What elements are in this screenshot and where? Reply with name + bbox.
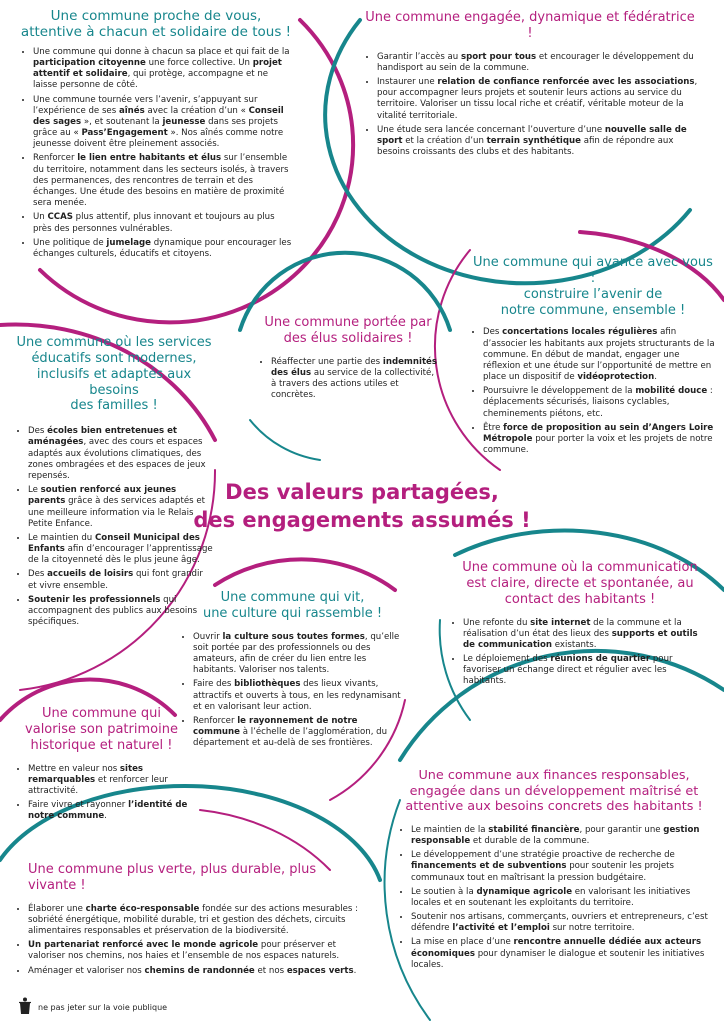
title-line: attentive à chacun et solidaire de tous ! [20,24,292,41]
list-item [411,912,710,934]
list-item [33,212,292,234]
text: Le maintien de la [411,824,489,835]
bold-text: supports et outils de communication [463,628,698,650]
section-finances-list [398,825,710,971]
title-line: Une commune où les services [16,335,212,350]
text: afin de répondre aux besoins croissants des clubs et des habitants. [377,135,674,158]
bold-text: vidéoprotection [577,372,655,383]
list-item [28,904,364,938]
text: Poursuivre le développement de la [483,386,636,397]
bold-text: sites remarquables [28,763,144,785]
text: des lieux vivants, attractifs et ouverts à tous, en les redynamisant et en valorisant leur action. [193,679,401,712]
bold-text: charte éco-responsable [85,903,200,914]
section-communication-title [450,560,710,608]
title-line: Une commune proche de vous, [50,8,262,24]
text: Des [483,327,503,338]
bold-text: l’activité et l’emploi [452,923,550,934]
section-communication [450,560,710,691]
text: Des [28,569,48,580]
text: Ouvrir [193,631,223,642]
title-line: Une commune qui vit, [220,590,365,605]
section-patrimoine-title [14,706,189,754]
title-line: des familles ! [70,398,158,414]
bold-text: nouvelle salle de sport [377,124,687,146]
text: Un [33,212,48,223]
section-communication-list [450,618,710,688]
title-line: vivante ! [28,877,86,893]
text: Faire vivre et rayonner [28,800,129,811]
title-line: une culture qui rassemble ! [202,605,383,621]
list-item [193,679,405,713]
bold-text: Conseil Municipal des Enfants [28,532,200,555]
section-culture [180,590,405,752]
section-elus-title [258,315,438,347]
list-item [28,569,214,591]
bold-text: financements et de subventions [411,861,567,872]
list-item [28,426,214,482]
text: Élaborer une [28,903,86,914]
text: », et soutenant la [81,116,163,127]
list-item [28,764,189,798]
arc-verte-2 [200,810,330,870]
list-item [271,357,438,402]
text: pour préserver et valoriser nos chemins, nos haies et l’ensemble de nos espaces naturels. [28,940,340,962]
footer-text: ne pas jeter sur la voie publique [38,1002,168,1012]
bold-text: chemins de randonnée [144,965,255,976]
text: pour favoriser un échange direct et régulier avec les habitants. [463,654,673,687]
list-item [411,825,710,847]
title-line: des élus solidaires ! [283,330,413,346]
title-line: inclusifs et adaptés aux besoins [36,366,192,398]
text: Des [28,426,48,437]
bold-text: jumelage [106,237,151,248]
main-title [0,478,724,535]
section-proche-list [20,47,292,260]
text: et renforcer leur attractivité. [28,774,168,796]
title-line: construire l’avenir de [523,286,663,302]
text: Le déploiement des [463,654,551,665]
text: et encourager le développement du handisport au sein de la commune. [377,51,694,73]
title-line: engagée dans un développement maîtrisé et [409,783,699,799]
text: grâce à des services adaptés et une meilleure information via le Relais Petite Enfance. [28,496,205,529]
text: afin d’encourager l’apprentissage de la citoyenneté dès le plus jeune âge. [28,544,213,566]
bold-text: projet attentif et solidaire [33,58,282,80]
bold-text: CCAS [47,212,73,223]
bold-text: aînés [118,105,145,116]
text: qui accompagnent des publics aux besoins spécifiques. [28,594,198,628]
text: . [654,372,657,383]
section-patrimoine [14,706,189,825]
arc-elus-2 [250,420,320,460]
text: au service de la collectivité, à travers des actions utiles et concrètes. [271,367,435,401]
text: pour dynamiser le dialogue et soutenir les initiatives locales. [411,948,705,970]
title-line: Une commune aux finances responsables, [418,768,690,783]
text: une force collective. Un [145,58,253,69]
title-line: Une commune qui [41,706,162,721]
title-line: attentive aux besoins concrets des habitants ! [405,799,703,815]
title-line: Une commune où la communication [462,560,698,575]
bold-text: bibliothèques [234,679,301,690]
text: , qu’elle soit portée par des professionnels ou des amateurs, afin de créer du lien entre les habitants. Valoriser nos talents. [193,631,400,676]
bold-text: soutien renforcé aux jeunes parents [28,485,177,507]
bold-text: écoles bien entretenues et aménagées [28,426,178,448]
text: Le soutien à la [411,886,477,897]
text: de la commune et la réalisation d’un état des lieux des [463,617,682,639]
text: Mettre en valeur nos [28,763,120,774]
text: Renforcer [193,715,238,726]
list-item [33,153,292,209]
bold-text: le rayonnement de notre commune [193,715,358,738]
list-item [33,238,292,260]
bold-text: dynamique agricole [476,886,573,897]
bold-text: gestion responsable [411,824,700,846]
text: La mise en place d’une [411,937,514,948]
text: Instaurer une [377,77,438,88]
title-line: valorise son patrimoine [25,721,178,737]
bold-text: espaces verts [286,965,354,976]
text: et nos [254,965,287,976]
text: à l’échelle de l’agglomération, du département et au-delà de ses frontières. [193,727,388,749]
section-engagee-title [362,10,698,42]
bold-text: terrain synthétique [486,135,581,146]
bold-text: rencontre annuelle dédiée aux acteurs économiques [411,937,702,959]
section-finances-title [398,768,710,815]
list-item [377,77,698,122]
text: Faire des [193,679,235,690]
section-verte [14,862,364,980]
text: Garantir l’accès au [377,51,461,62]
section-finances [398,768,710,974]
bold-text: sport pour tous [460,51,537,62]
text: . [353,965,357,976]
section-avance-list [470,327,716,456]
footer [18,997,167,1017]
text: en valorisant les initiatives locales et en soutenant les exploitants du territoire. [411,886,691,908]
bold-text: accueils de loisirs [47,569,134,580]
bold-text: réunions de quartier [550,654,651,665]
text: sur notre territoire. [549,923,635,934]
list-item [28,533,214,567]
list-item [411,887,710,909]
bold-text: site internet [530,617,591,628]
title-line: historique et naturel ! [30,737,173,753]
title-line: notre commune, ensemble ! [500,302,686,318]
section-avance-title [470,255,716,318]
list-item [28,940,364,962]
bold-text: mobilité douce [635,386,708,397]
arc-culture [215,559,395,590]
text: Réaffecter une partie des [271,356,383,367]
text: pour porter la voix et les projets de notre commune. [483,433,713,456]
list-item [28,800,189,822]
text: , qui protège, accompagne et ne laisse personne de côté. [33,69,269,91]
text: . [104,811,107,822]
bold-text: force de proposition au sein d’Angers Loire Métropole [483,422,714,444]
list-item [411,937,710,971]
text: et durable de la commune. [470,836,590,846]
text: et la création d’un [402,135,487,146]
section-verte-title [14,862,364,894]
bold-text: participation citoyenne [33,58,146,69]
text: Le maintien du [28,532,95,543]
section-avance [470,255,716,459]
list-item [377,125,698,159]
text: avec la création d’un « [144,105,249,116]
text: Le développement d’une stratégie proactive de recherche de [411,850,675,861]
text: Une refonte du [463,617,531,628]
text: plus attentif, plus innovant et toujours au plus près des personnes vulnérables. [33,212,275,234]
bold-text: jeunesse [162,116,206,127]
text: fondée sur des actions mesurables : sobriété énergétique, mobilité durable, tri et gestion des déchets, circuits alimentaires responsables et préservation de la biodiversité. [28,903,359,937]
bold-text: Un partenariat renforcé avec le monde agricole [28,940,259,951]
text: Le [28,485,41,496]
list-item [411,850,710,884]
text: : déplacements sécurisés, liaisons cyclables, cheminements piétons, etc. [483,386,713,419]
text: dynamique pour encourager les échanges culturels, éducatifs et citoyens. [33,237,292,259]
bold-text: concertations locales régulières [502,327,658,338]
section-elus [258,315,438,404]
text: Être [483,422,504,433]
list-item [193,716,405,750]
section-elus-list [258,357,438,402]
section-culture-list [180,632,405,750]
list-item [377,52,698,74]
text: Renforcer [33,153,78,164]
bold-text: indemnités des élus [271,356,438,378]
text: Une commune qui donne à chacun sa place et qui fait de la [33,46,290,57]
title-line: contact des habitants ! [504,591,656,607]
list-item [483,327,716,383]
text: Une étude sera lancée concernant l’ouverture d’une [377,124,605,135]
title-line: Une commune plus verte, plus durable, plus [28,862,317,877]
text: qui font grandir et vivre ensemble. [28,569,203,591]
main-title-line2: des engagements assumés ! [193,508,531,533]
section-verte-list [14,904,364,977]
bold-text: l’identité de notre commune [28,800,188,822]
text: Aménager et valoriser nos [28,965,145,976]
title-line: Une commune engagée, dynamique et fédératrice ! [365,10,695,41]
bold-text: Pass’Engagement [81,128,168,139]
text: , pour accompagner leurs projets et soutenir leurs actions au service du territoire. Valoriser un tissu local riche et créatif, véritable moteur de la vitalité territoriale. [377,77,698,121]
title-line: Une commune qui avance avec vous : [473,255,713,286]
text: afin d’associer les habitants aux projets structurants de la commune. En début de mandat, engager une réflexion et une étude sur l’opportunité de mettre en place un dispositif de [483,327,715,383]
list-item [28,966,364,977]
section-proche-title [20,8,292,41]
section-proche [20,8,292,263]
section-engagee [362,10,698,161]
text: sur l’ensemble du territoire, notamment dans les secteurs isolés, à travers des permanences, des rencontres de terrain et des échanges. Une étude des besoins en matière de proximité sera menée. [33,153,289,209]
bold-text: Soutenir les professionnels [28,594,161,605]
bold-text: relation de confiance renforcée avec les associations [437,77,695,88]
section-educatifs-title [14,335,214,414]
list-item [463,618,710,652]
title-line: éducatifs sont modernes, [31,350,197,366]
section-patrimoine-list [14,764,189,823]
section-culture-title [180,590,405,622]
bold-text: la culture sous toutes formes [222,631,365,642]
text: , avec des cours et espaces adaptés aux évolutions climatiques, des zones ombragées et des espaces de jeux repensés. [28,437,206,481]
text: Une politique de [33,237,107,248]
title-line: est claire, directe et spontanée, au [466,575,694,591]
bold-text: stabilité financière [488,824,580,835]
list-item [33,47,292,92]
bold-text: Conseil des sages [33,105,284,127]
text: dans ses projets grâce au « [33,116,279,139]
list-item [463,654,710,688]
text: existants. [552,639,597,650]
text: ». Nos aînés comme notre jeunesse doivent être pleinement associés. [33,128,284,150]
list-item [193,632,405,677]
trash-bin-icon [18,997,32,1017]
main-title-line1: Des valeurs partagées, [225,480,499,504]
list-item [33,95,292,151]
list-item [483,386,716,420]
bold-text: le lien entre habitants et élus [77,153,222,164]
title-line: Une commune portée par [264,315,432,330]
text: , pour garantir une [579,824,664,835]
section-engagee-list [362,52,698,159]
list-item [483,423,716,457]
text: Soutenir nos artisans, commerçants, ouvriers et entrepreneurs, c’est défendre [411,912,708,934]
text: pour soutenir les projets communaux tout en maîtrisant la pression budgétaire. [411,861,675,883]
text: Une commune tournée vers l’avenir, s’appuyant sur l’expérience de ses [33,94,258,116]
